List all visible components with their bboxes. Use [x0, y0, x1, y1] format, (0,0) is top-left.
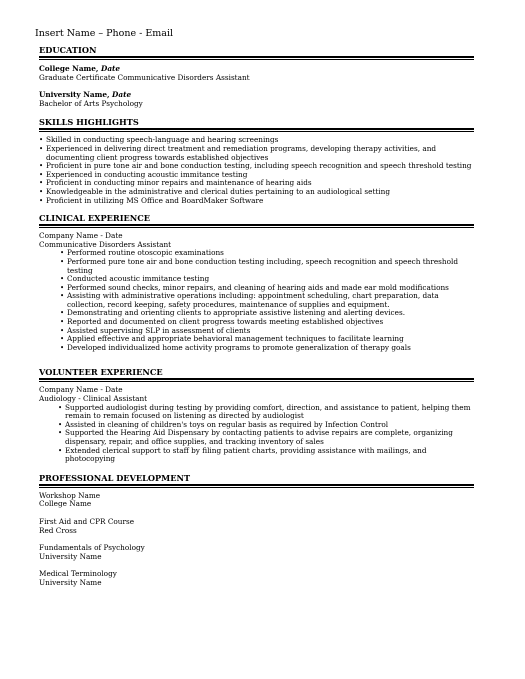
list-item: • Conducted acoustic immitance testing — [39, 275, 474, 284]
list-item: • Demonstrating and orienting clients to appropriate assistive listening and alerting devices. — [39, 309, 474, 318]
volunteer-heading: VOLUNTEER EXPERIENCE — [39, 367, 474, 380]
degree: Graduate Certificate Communicative Disorders Assistant — [39, 72, 250, 82]
job-role: Communicative Disorders Assistant — [39, 239, 172, 249]
list-item: • Skilled in conducting speech-language and hearing screenings — [39, 136, 474, 145]
skills-list — [39, 136, 474, 205]
school-date: Date — [112, 90, 132, 100]
course-entry — [39, 518, 474, 535]
volunteer-duties-list — [39, 404, 474, 464]
list-item: • Developed individualized home activity programs to promote generalization of therapy goals — [39, 344, 474, 353]
course-org: University Name — [39, 577, 102, 587]
course-org: College Name — [39, 499, 92, 509]
degree: Bachelor of Arts Psychology — [39, 98, 143, 108]
list-item: • Experienced in conducting acoustic immitance testing — [39, 171, 474, 180]
clinical-heading: CLINICAL EXPERIENCE — [39, 213, 474, 226]
course-entry — [39, 492, 474, 509]
school-date: Date — [101, 64, 121, 73]
course-name: Fundamentals of Psychology — [39, 543, 145, 553]
list-item: • Proficient in utilizing MS Office and BoardMaker Software — [39, 197, 474, 206]
course-name: Workshop Name — [39, 490, 101, 500]
list-item: • Performed routine otoscopic examinations — [39, 249, 474, 258]
list-item: • Supported audiologist during testing by providing comfort, direction, and assistance to patient, helping them remain to remain focused on listening as directed by audiologist — [39, 404, 474, 421]
list-item: • Assisted supervising SLP in assessment of clients — [39, 327, 474, 336]
list-item: • Supported the Hearing Aid Dispensary by contacting patients to advise repairs are complete, organizing dispensary, repair, and office supplies, and tracking inventory of sales — [39, 429, 474, 446]
course-entry — [39, 544, 474, 561]
school-name: University Name, — [39, 90, 113, 100]
skills-heading: SKILLS HIGHLIGHTS — [39, 117, 474, 130]
list-item: • Performed sound checks, minor repairs, and cleaning of hearing aids and made ear mold modifications — [39, 284, 474, 293]
list-item: • Performed pure tone air and bone conduction testing including, speech recognition and speech threshold testing — [39, 258, 474, 275]
contact-line: Insert Name – Phone - Email — [35, 28, 174, 39]
course-org: Red Cross — [39, 525, 77, 535]
course-name: First Aid and CPR Course — [39, 516, 135, 526]
clinical-duties-list — [39, 249, 474, 352]
course-entry — [39, 570, 474, 587]
education-heading: EDUCATION — [39, 45, 474, 58]
list-item: • Extended clerical support to staff by filing patient charts, providing assistance with mailings, and photocopying — [39, 447, 474, 464]
company-name: Company Name - Date — [39, 385, 123, 395]
list-item: • Assisting with administrative operations including: appointment scheduling, chart preparation, data collection, record keeping, safety procedures, maintenance of supplies and equipment. — [39, 292, 474, 309]
job-role: Audiology - Clinical Assistant — [39, 394, 148, 404]
list-item: • Proficient in conducting minor repairs and maintenance of hearing aids — [39, 179, 474, 188]
list-item: • Experienced in delivering direct treatment and remediation programs, developing therapy activities, and documenting client progress towards established objectives — [39, 145, 474, 162]
course-org: University Name — [39, 551, 102, 561]
list-item: • Applied effective and appropriate behavioral management techniques to facilitate learning — [39, 335, 474, 344]
list-item: • Reported and documented on client progress towards meeting established objectives — [39, 318, 474, 327]
education-entry — [39, 91, 474, 108]
course-name: Medical Terminology — [39, 569, 117, 579]
school-name: College Name, — [39, 64, 101, 73]
education-entry — [39, 65, 474, 82]
list-item: • Proficient in pure tone air and bone conduction testing, including speech recognition and speech threshold testing — [39, 162, 474, 171]
list-item: • Assisted in cleaning of children's toys on regular basis as required by Infection Control — [39, 421, 474, 430]
resume-page — [35, 28, 474, 588]
list-item: • Knowledgeable in the administrative and clerical duties pertaining to an audiological setting — [39, 188, 474, 197]
company-name: Company Name - Date — [39, 231, 123, 241]
professional-heading: PROFESSIONAL DEVELOPMENT — [39, 473, 474, 486]
